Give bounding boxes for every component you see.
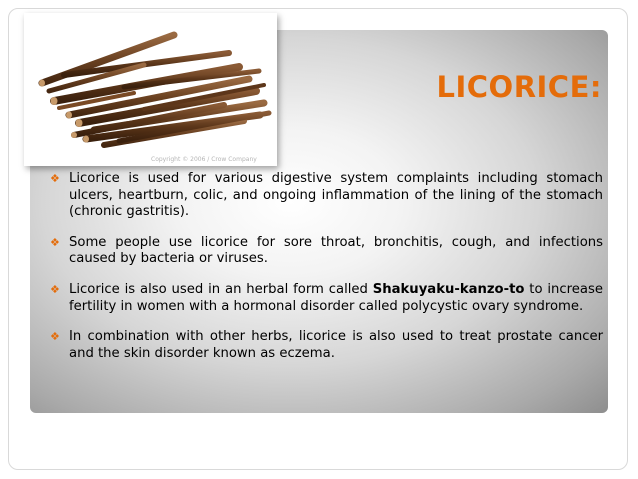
diamond-bullet-icon: ❖ [50,330,60,344]
bullet-text: Some people use licorice for sore throat, bronchitis, cough, and infections caused by bacteria or viruses. [69,234,603,267]
bullet-text: Licorice is used for various digestive system complaints including stomach ulcers, heartburn, colic, and ongoing inflammation of the lining of the stomach (chronic gastritis). [69,171,603,220]
diamond-bullet-icon: ❖ [50,235,60,249]
bullet-list [50,171,603,376]
diamond-bullet-icon: ❖ [50,172,60,185]
bullet-text: Licorice is also used in an herbal form called Shakuyaku-kanzo-to to increase fertility in women with a hormonal disorder called polycystic ovary syndrome. [69,281,603,314]
bullet-text: In combination with other herbs, licorice is also used to treat prostate cancer and the skin disorder known as eczema. [69,329,603,361]
photo-copyright: Copyright © 2006 / Crow Company [151,156,257,163]
slide-title: LICORICE: [436,70,602,104]
list-item [50,282,603,315]
licorice-photo [24,13,277,166]
list-item [50,171,603,221]
herbal-form-name: Shakuyaku-kanzo-to [372,281,525,297]
licorice-sticks-image [24,13,277,166]
diamond-bullet-icon: ❖ [50,282,60,296]
list-item [50,235,603,268]
list-item [50,329,603,362]
